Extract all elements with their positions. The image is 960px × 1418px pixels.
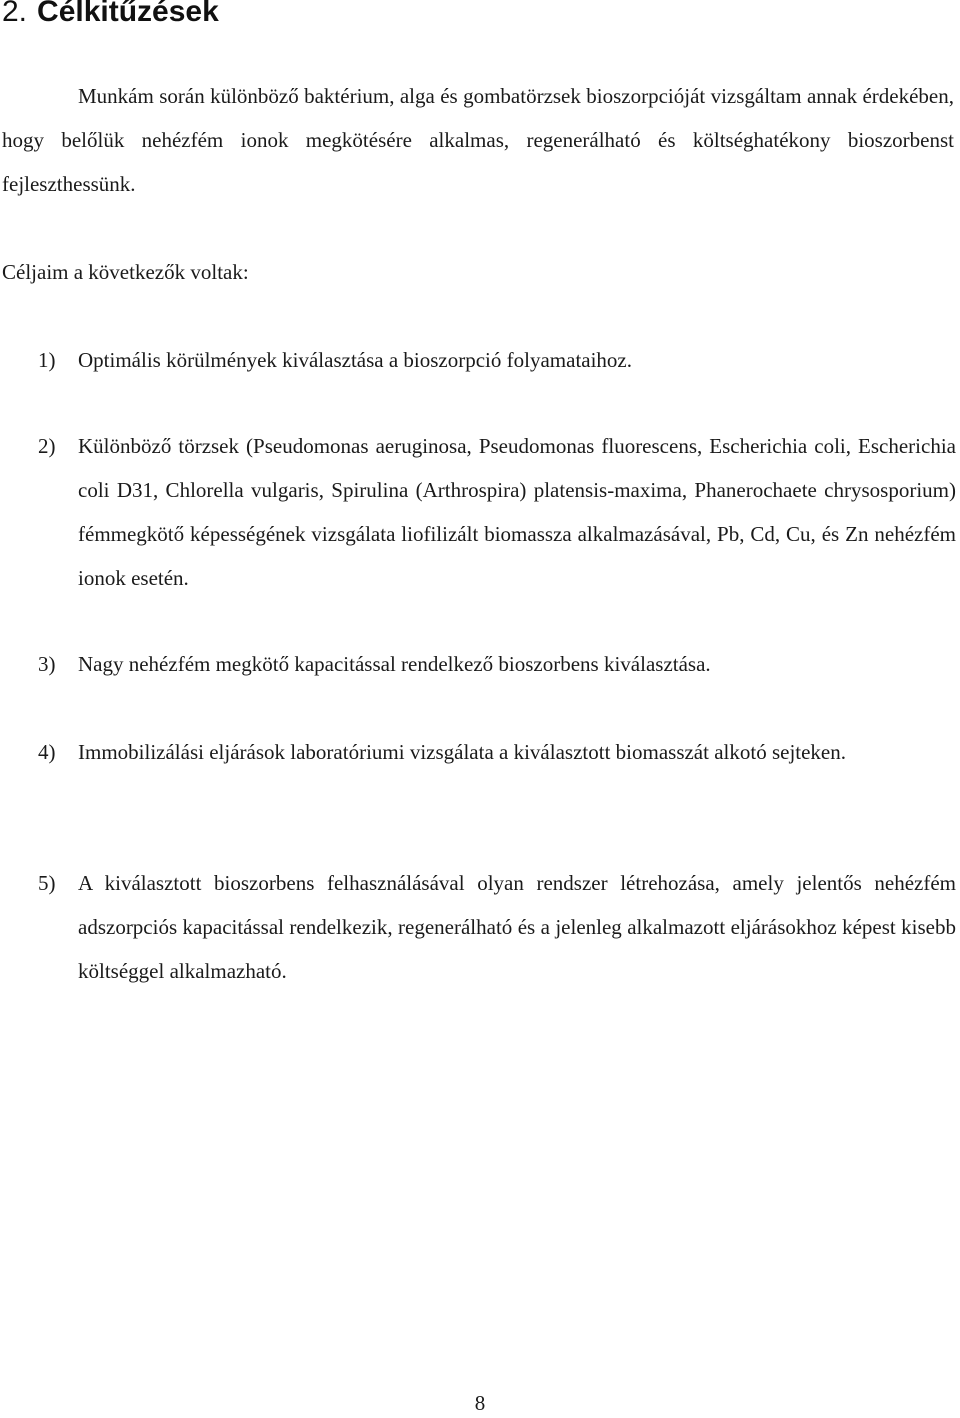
goals-label: Céljaim a következők voltak: (2, 260, 249, 284)
goal-item-4 (38, 730, 956, 774)
goal-item-number: 5) (38, 871, 56, 895)
goal-item-number: 3) (38, 652, 56, 676)
page-number: 8 (474, 1391, 486, 1415)
goal-item-text: Immobilizálási eljárások laboratóriumi vizsgálata a kiválasztott biomasszát alkotó sejteken. (78, 740, 847, 764)
goal-item-number: 1) (38, 348, 56, 372)
goal-item-5 (38, 861, 956, 993)
intro-paragraph: Munkám során különböző baktérium, alga és gombatörzsek bioszorpcióját vizsgáltam annak érdekében, hogy belőlük nehézfém ionok megkötésére alkalmas, regenerálható és költséghatékony bioszorbenst fejleszthessünk. (2, 84, 954, 196)
goal-item-text: Nagy nehézfém megkötő kapacitással rendelkező bioszorbens kiválasztása. (78, 652, 711, 676)
goal-item-text: Különböző törzsek (Pseudomonas aeruginosa, Pseudomonas fluorescens, Escherichia coli, Escherichia coli D31, Chlorella vulgaris, Spirulina (Arthrospira) platensis-maxima, Phanerochaete chrysosporium) fémmegkötő képességének vizsgálata liofilizált biomassza alkalmazásával, Pb, Cd, Cu, és Zn nehézfém ionok esetén. (78, 434, 956, 590)
goal-item-2 (38, 424, 956, 600)
goal-item-text: A kiválasztott bioszorbens felhasználásával olyan rendszer létrehozása, amely jelentős nehézfém adszorpciós kapacitással rendelkezik, regenerálható és a jelenleg alkalmazott eljárásokhoz képest kisebb költséggel alkalmazható. (78, 871, 956, 983)
section-number: 2. (2, 0, 28, 28)
section-heading (2, 0, 219, 32)
section-title: Célkitűzések (37, 0, 219, 28)
goal-item-number: 4) (38, 740, 56, 764)
goal-item-number: 2) (38, 434, 56, 458)
goal-item-text: Optimális körülmények kiválasztása a bioszorpció folyamataihoz. (78, 348, 632, 372)
goal-item-3 (38, 642, 956, 686)
goal-item-1 (38, 338, 956, 382)
